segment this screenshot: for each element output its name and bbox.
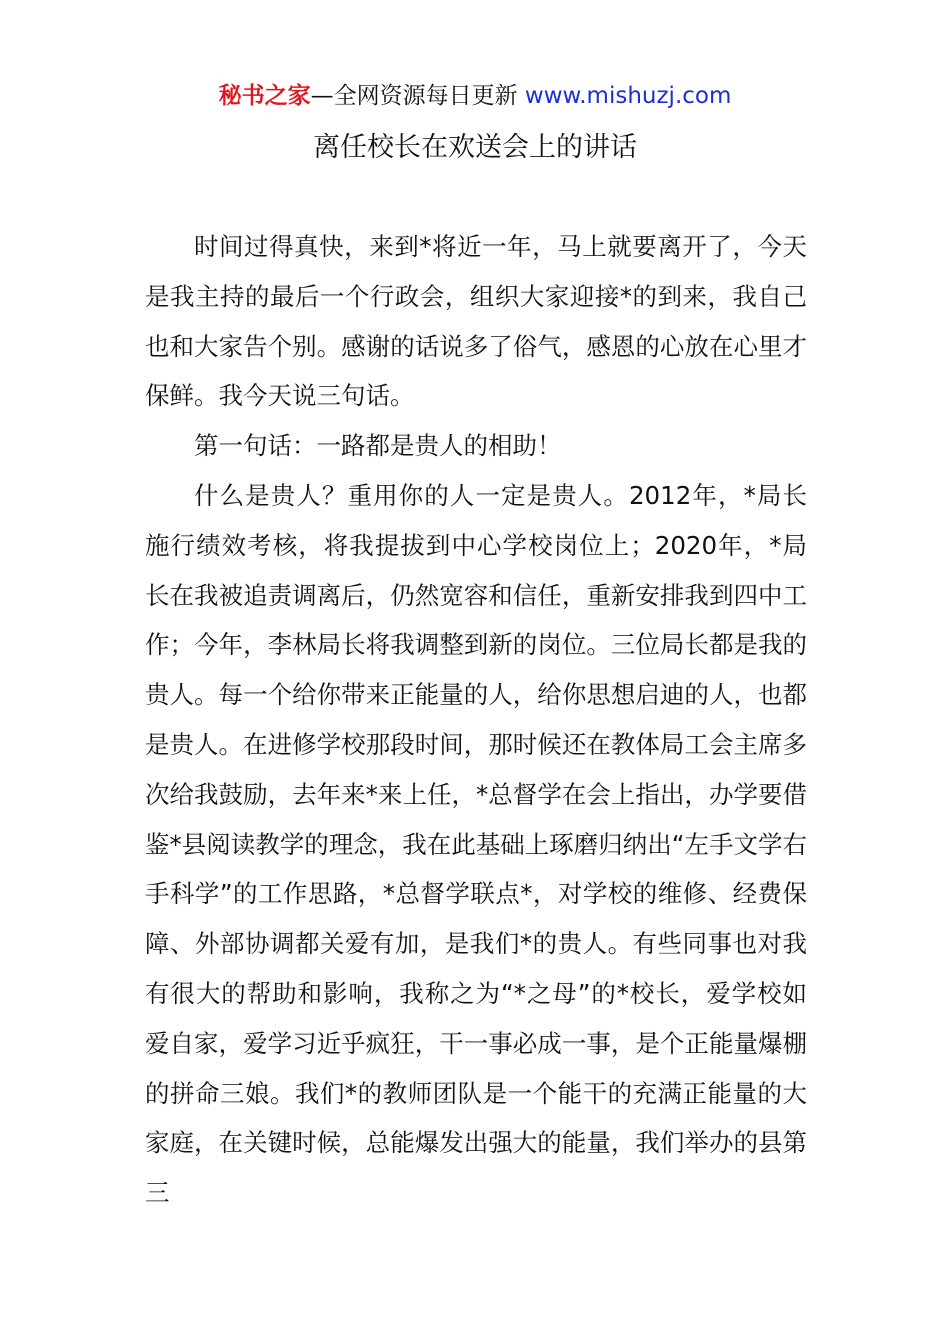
document-body [145,222,807,1218]
site-url-link[interactable]: www.mishuzj.com [524,83,732,109]
paragraph-first-point: 第一句话：一路都是贵人的相助！ [194,431,562,461]
site-tagline: —全网资源每日更新 [310,83,525,109]
paragraph-benefactors: 什么是贵人？重用你的人一定是贵人。2012年，*局长施行绩效考核，将我提拔到中心学校岗位上；2020年，*局长在我被追责调离后，仍然宽容和信任，重新安排我到四中工作；今年，李林局长将我调整到新的岗位。三位局长都是我的贵人。每一个给你带来正能量的人，给你思想启迪的人，也都是贵人。在进修学校那段时间，那时候还在教体局工会主席多次给我鼓励，去年来*来上任，*总督学在会上指出，办学要借鉴*县阅读教学的理念，我在此基础上琢磨归纳出“左手文学右手科学”的工作思路，*总督学联点*，对学校的维修、经费保障、外部协调都关爱有加，是我们*的贵人。有些同事也对我有很大的帮助和影响，我称之为“*之母”的*校长，爱学校如爱自家，爱学习近乎疯狂，干一事必成一事，是个正能量爆棚的拼命三娘。我们*的教师团队是一个能干的充满正能量的大家庭，在关键时候，总能爆发出强大的能量，我们举办的县第三 [145,480,807,1208]
paragraph-intro: 时间过得真快，来到*将近一年，马上就要离开了，今天是我主持的最后一个行政会，组织大家迎接*的到来，我自己也和大家告个别。感谢的话说多了俗气，感恩的心放在心里才保鲜。我今天说三句话。 [145,232,807,411]
site-brand: 秘书之家 [218,83,311,109]
site-header [0,80,950,112]
document-title: 离任校长在欢送会上的讲话 [313,132,637,163]
